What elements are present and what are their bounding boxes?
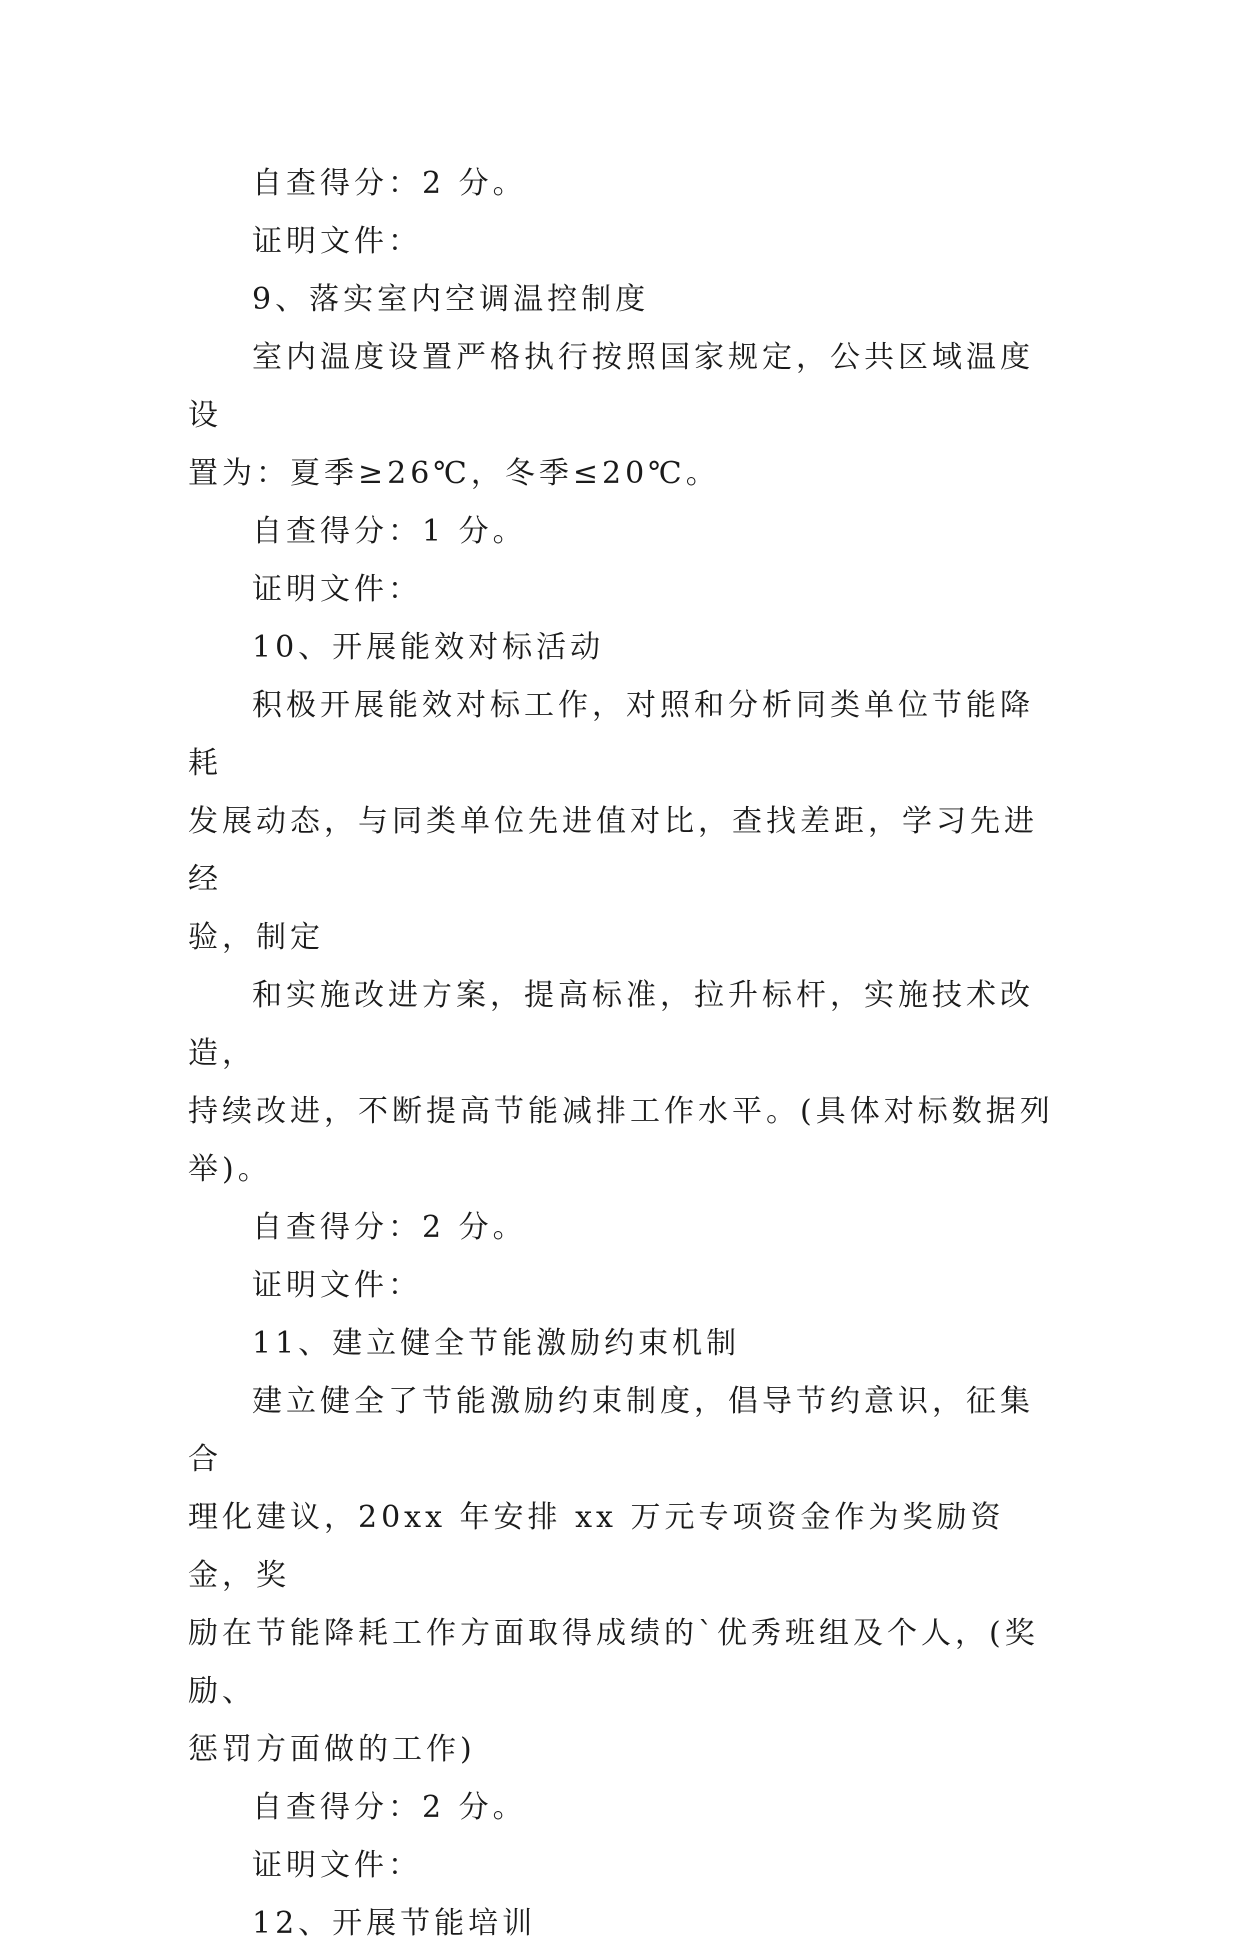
proof-label bbox=[188, 1257, 1058, 1315]
text-line: 自查得分：2 分。 bbox=[252, 166, 527, 201]
body-paragraph bbox=[188, 329, 1058, 503]
text-line: 自查得分：2 分。 bbox=[252, 1210, 527, 1245]
score-line bbox=[188, 155, 1058, 213]
text-line: 励在节能降耗工作方面取得成绩的`优秀班组及个人，(奖励、 bbox=[188, 1616, 1039, 1709]
proof-label bbox=[188, 561, 1058, 619]
section-heading bbox=[188, 619, 1058, 677]
text-line: 自查得分：2 分。 bbox=[252, 1790, 527, 1825]
text-line: 10、开展能效对标活动 bbox=[252, 630, 605, 665]
text-line: 持续改进，不断提高节能减排工作水平。(具体对标数据列 bbox=[188, 1094, 1054, 1129]
text-line: 证明文件： bbox=[252, 1848, 422, 1883]
text-line: 置为：夏季≥26℃，冬季≤20℃。 bbox=[188, 456, 720, 491]
text-line: 建立健全了节能激励约束制度，倡导节约意识，征集合 bbox=[188, 1384, 1034, 1477]
body-paragraph bbox=[188, 967, 1058, 1199]
body-paragraph bbox=[188, 677, 1058, 967]
text-line: 惩罚方面做的工作) bbox=[188, 1732, 476, 1767]
proof-label bbox=[188, 1837, 1058, 1895]
text-line: 和实施改进方案，提高标准，拉升标杆，实施技术改造， bbox=[188, 978, 1034, 1071]
text-line: 12、开展节能培训 bbox=[252, 1906, 537, 1941]
text-line: 证明文件： bbox=[252, 1268, 422, 1303]
text-line: 证明文件： bbox=[252, 224, 422, 259]
text-line: 自查得分：1 分。 bbox=[252, 514, 527, 549]
document-body bbox=[188, 155, 1058, 1953]
score-line bbox=[188, 1779, 1058, 1837]
text-line: 举)。 bbox=[188, 1152, 272, 1187]
text-line: 证明文件： bbox=[252, 572, 422, 607]
section-heading bbox=[188, 271, 1058, 329]
body-paragraph bbox=[188, 1373, 1058, 1779]
score-line bbox=[188, 1199, 1058, 1257]
section-heading bbox=[188, 1315, 1058, 1373]
text-line: 验，制定 bbox=[188, 920, 324, 955]
text-line: 9、落实室内空调温控制度 bbox=[252, 282, 650, 317]
text-line: 理化建议，20xx 年安排 xx 万元专项资金作为奖励资金，奖 bbox=[188, 1500, 1005, 1593]
text-line: 11、建立健全节能激励约束机制 bbox=[252, 1326, 741, 1361]
text-line: 积极开展能效对标工作，对照和分析同类单位节能降耗 bbox=[188, 688, 1034, 781]
text-line: 室内温度设置严格执行按照国家规定，公共区域温度设 bbox=[188, 340, 1034, 433]
section-heading bbox=[188, 1895, 1058, 1953]
proof-label bbox=[188, 213, 1058, 271]
text-line: 发展动态，与同类单位先进值对比，查找差距，学习先进经 bbox=[188, 804, 1038, 897]
score-line bbox=[188, 503, 1058, 561]
